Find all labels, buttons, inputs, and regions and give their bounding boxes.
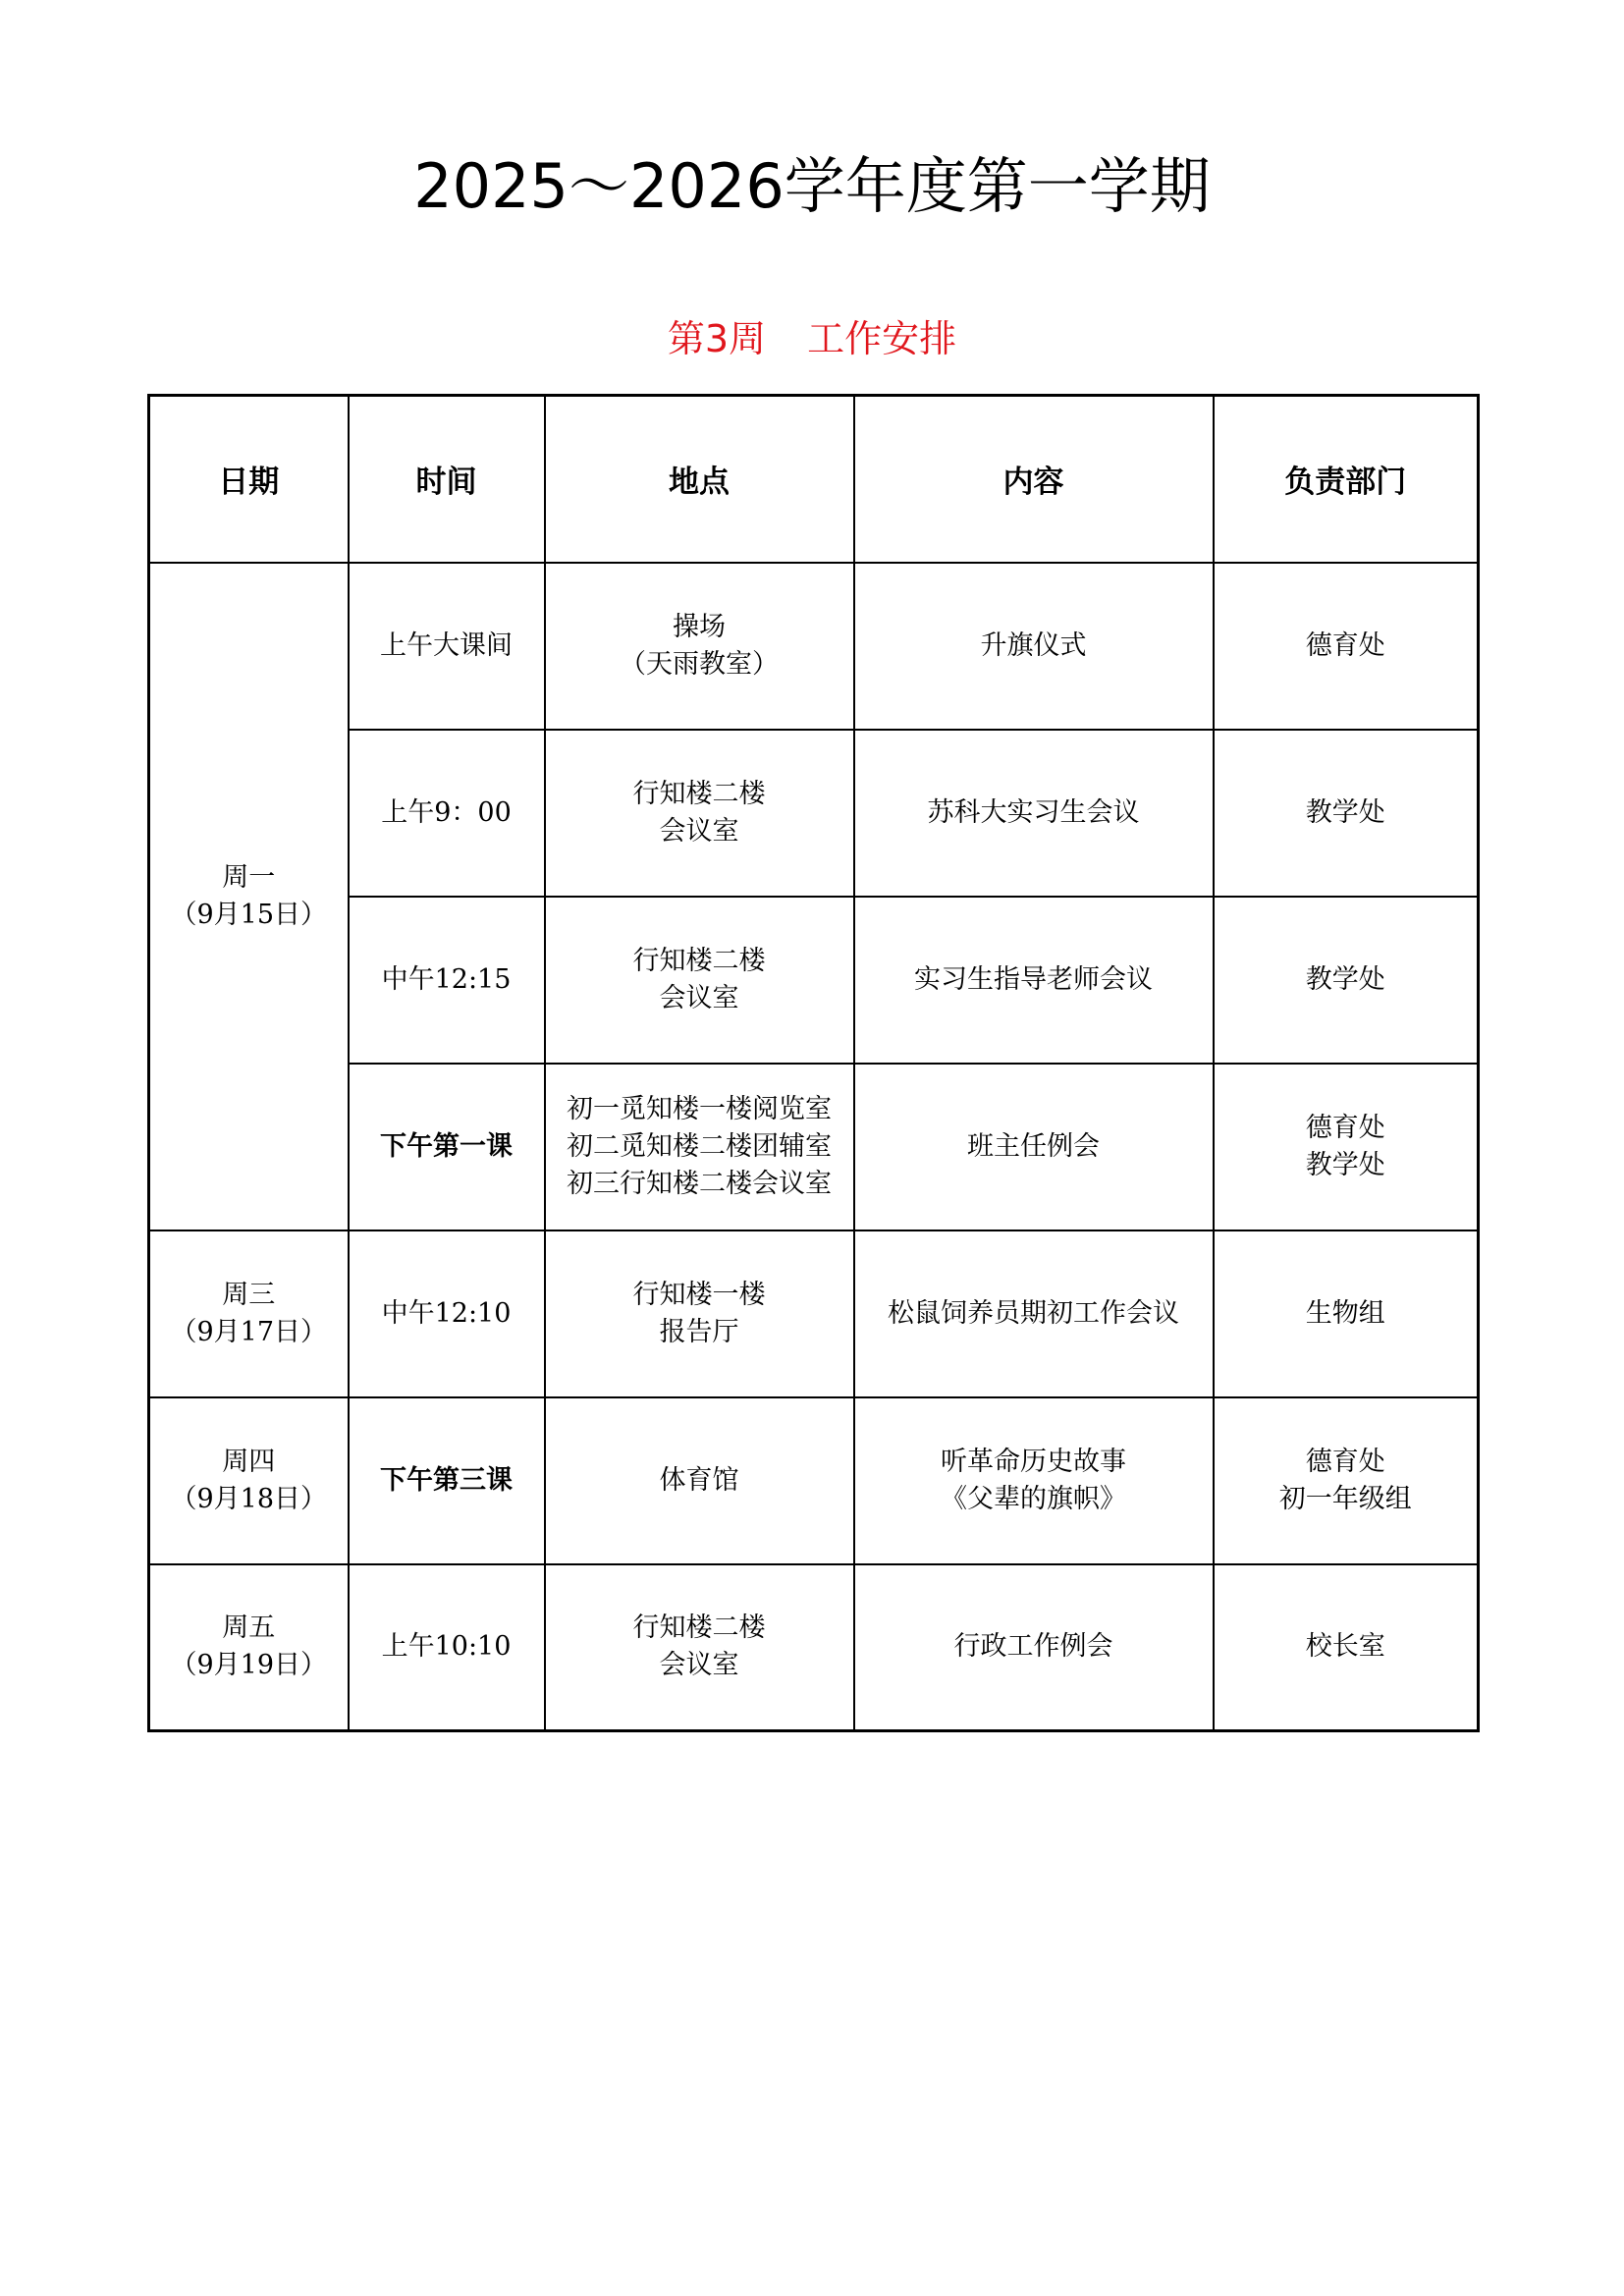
day-date: （9月15日） — [170, 899, 328, 930]
place-line: 会议室 — [659, 815, 739, 847]
subtitle-label: 工作安排 — [807, 317, 957, 360]
time-cell: 中午12:15 — [349, 897, 545, 1064]
dept-cell: 德育处 — [1214, 563, 1479, 730]
schedule-table — [147, 394, 1480, 1732]
dept-cell: 教学处 — [1214, 897, 1479, 1064]
day-label: 周五 — [222, 1613, 276, 1644]
day-date: （9月19日） — [170, 1650, 328, 1681]
week-number: 第3周 — [667, 317, 767, 360]
header-dept: 负责部门 — [1214, 396, 1479, 563]
dept-cell — [1214, 1064, 1479, 1230]
place-line: 初三行知楼二楼会议室 — [567, 1168, 832, 1199]
day-date: （9月17日） — [170, 1316, 328, 1347]
dept-cell — [1214, 1397, 1479, 1564]
dept-cell: 生物组 — [1214, 1230, 1479, 1397]
dept-line: 初一年级组 — [1278, 1483, 1412, 1514]
document-title: 2025～2026学年度第一学期 — [413, 150, 1211, 222]
day-cell-monday — [149, 563, 349, 1230]
place-cell — [545, 1564, 854, 1731]
content-cell — [854, 1397, 1214, 1564]
content-cell: 苏科大实习生会议 — [854, 730, 1214, 897]
place-cell — [545, 897, 854, 1064]
place-line: （天雨教室） — [620, 648, 779, 680]
content-cell: 班主任例会 — [854, 1064, 1214, 1230]
day-label: 周三 — [222, 1279, 276, 1310]
place-line: 会议室 — [659, 1650, 739, 1681]
place-cell — [545, 730, 854, 897]
table-row — [149, 1064, 1479, 1230]
table-row — [149, 1230, 1479, 1397]
place-cell: 体育馆 — [545, 1397, 854, 1564]
table-row — [149, 563, 1479, 730]
header-content: 内容 — [854, 396, 1214, 563]
content-cell: 行政工作例会 — [854, 1564, 1214, 1731]
dept-cell: 教学处 — [1214, 730, 1479, 897]
day-label: 周四 — [222, 1446, 276, 1477]
week-subtitle — [0, 312, 1624, 365]
header-place: 地点 — [545, 396, 854, 563]
content-line: 听革命历史故事 — [941, 1446, 1126, 1477]
dept-line: 德育处 — [1305, 1112, 1385, 1143]
time-cell: 下午第一课 — [349, 1064, 545, 1230]
day-label: 周一 — [222, 861, 276, 893]
time-cell: 中午12:10 — [349, 1230, 545, 1397]
place-line: 操场 — [673, 611, 726, 642]
place-cell — [545, 1230, 854, 1397]
table-row — [149, 897, 1479, 1064]
day-cell-thursday — [149, 1397, 349, 1564]
place-line: 会议室 — [659, 982, 739, 1013]
content-cell: 实习生指导老师会议 — [854, 897, 1214, 1064]
place-line: 行知楼二楼 — [632, 778, 766, 809]
table-row — [149, 1397, 1479, 1564]
header-row — [149, 396, 1479, 563]
place-line: 初二觅知楼二楼团辅室 — [567, 1130, 832, 1162]
place-cell — [545, 1064, 854, 1230]
content-line: 《父辈的旗帜》 — [941, 1483, 1126, 1514]
dept-line: 教学处 — [1305, 1149, 1385, 1180]
place-line: 初一觅知楼一楼阅览室 — [567, 1093, 832, 1124]
dept-cell: 校长室 — [1214, 1564, 1479, 1731]
place-line: 行知楼一楼 — [632, 1279, 766, 1310]
dept-line: 德育处 — [1305, 1446, 1385, 1477]
place-line: 行知楼二楼 — [632, 1613, 766, 1644]
day-cell-wednesday — [149, 1230, 349, 1397]
header-date: 日期 — [149, 396, 349, 563]
table-row — [149, 1564, 1479, 1731]
place-line: 报告厅 — [659, 1316, 739, 1347]
header-time: 时间 — [349, 396, 545, 563]
day-date: （9月18日） — [170, 1483, 328, 1514]
table-row — [149, 730, 1479, 897]
time-cell: 上午9：00 — [349, 730, 545, 897]
time-cell: 下午第三课 — [349, 1397, 545, 1564]
time-cell: 上午大课间 — [349, 563, 545, 730]
place-line: 行知楼二楼 — [632, 945, 766, 976]
time-cell: 上午10:10 — [349, 1564, 545, 1731]
day-cell-friday — [149, 1564, 349, 1731]
place-cell — [545, 563, 854, 730]
content-cell: 升旗仪式 — [854, 563, 1214, 730]
content-cell: 松鼠饲养员期初工作会议 — [854, 1230, 1214, 1397]
